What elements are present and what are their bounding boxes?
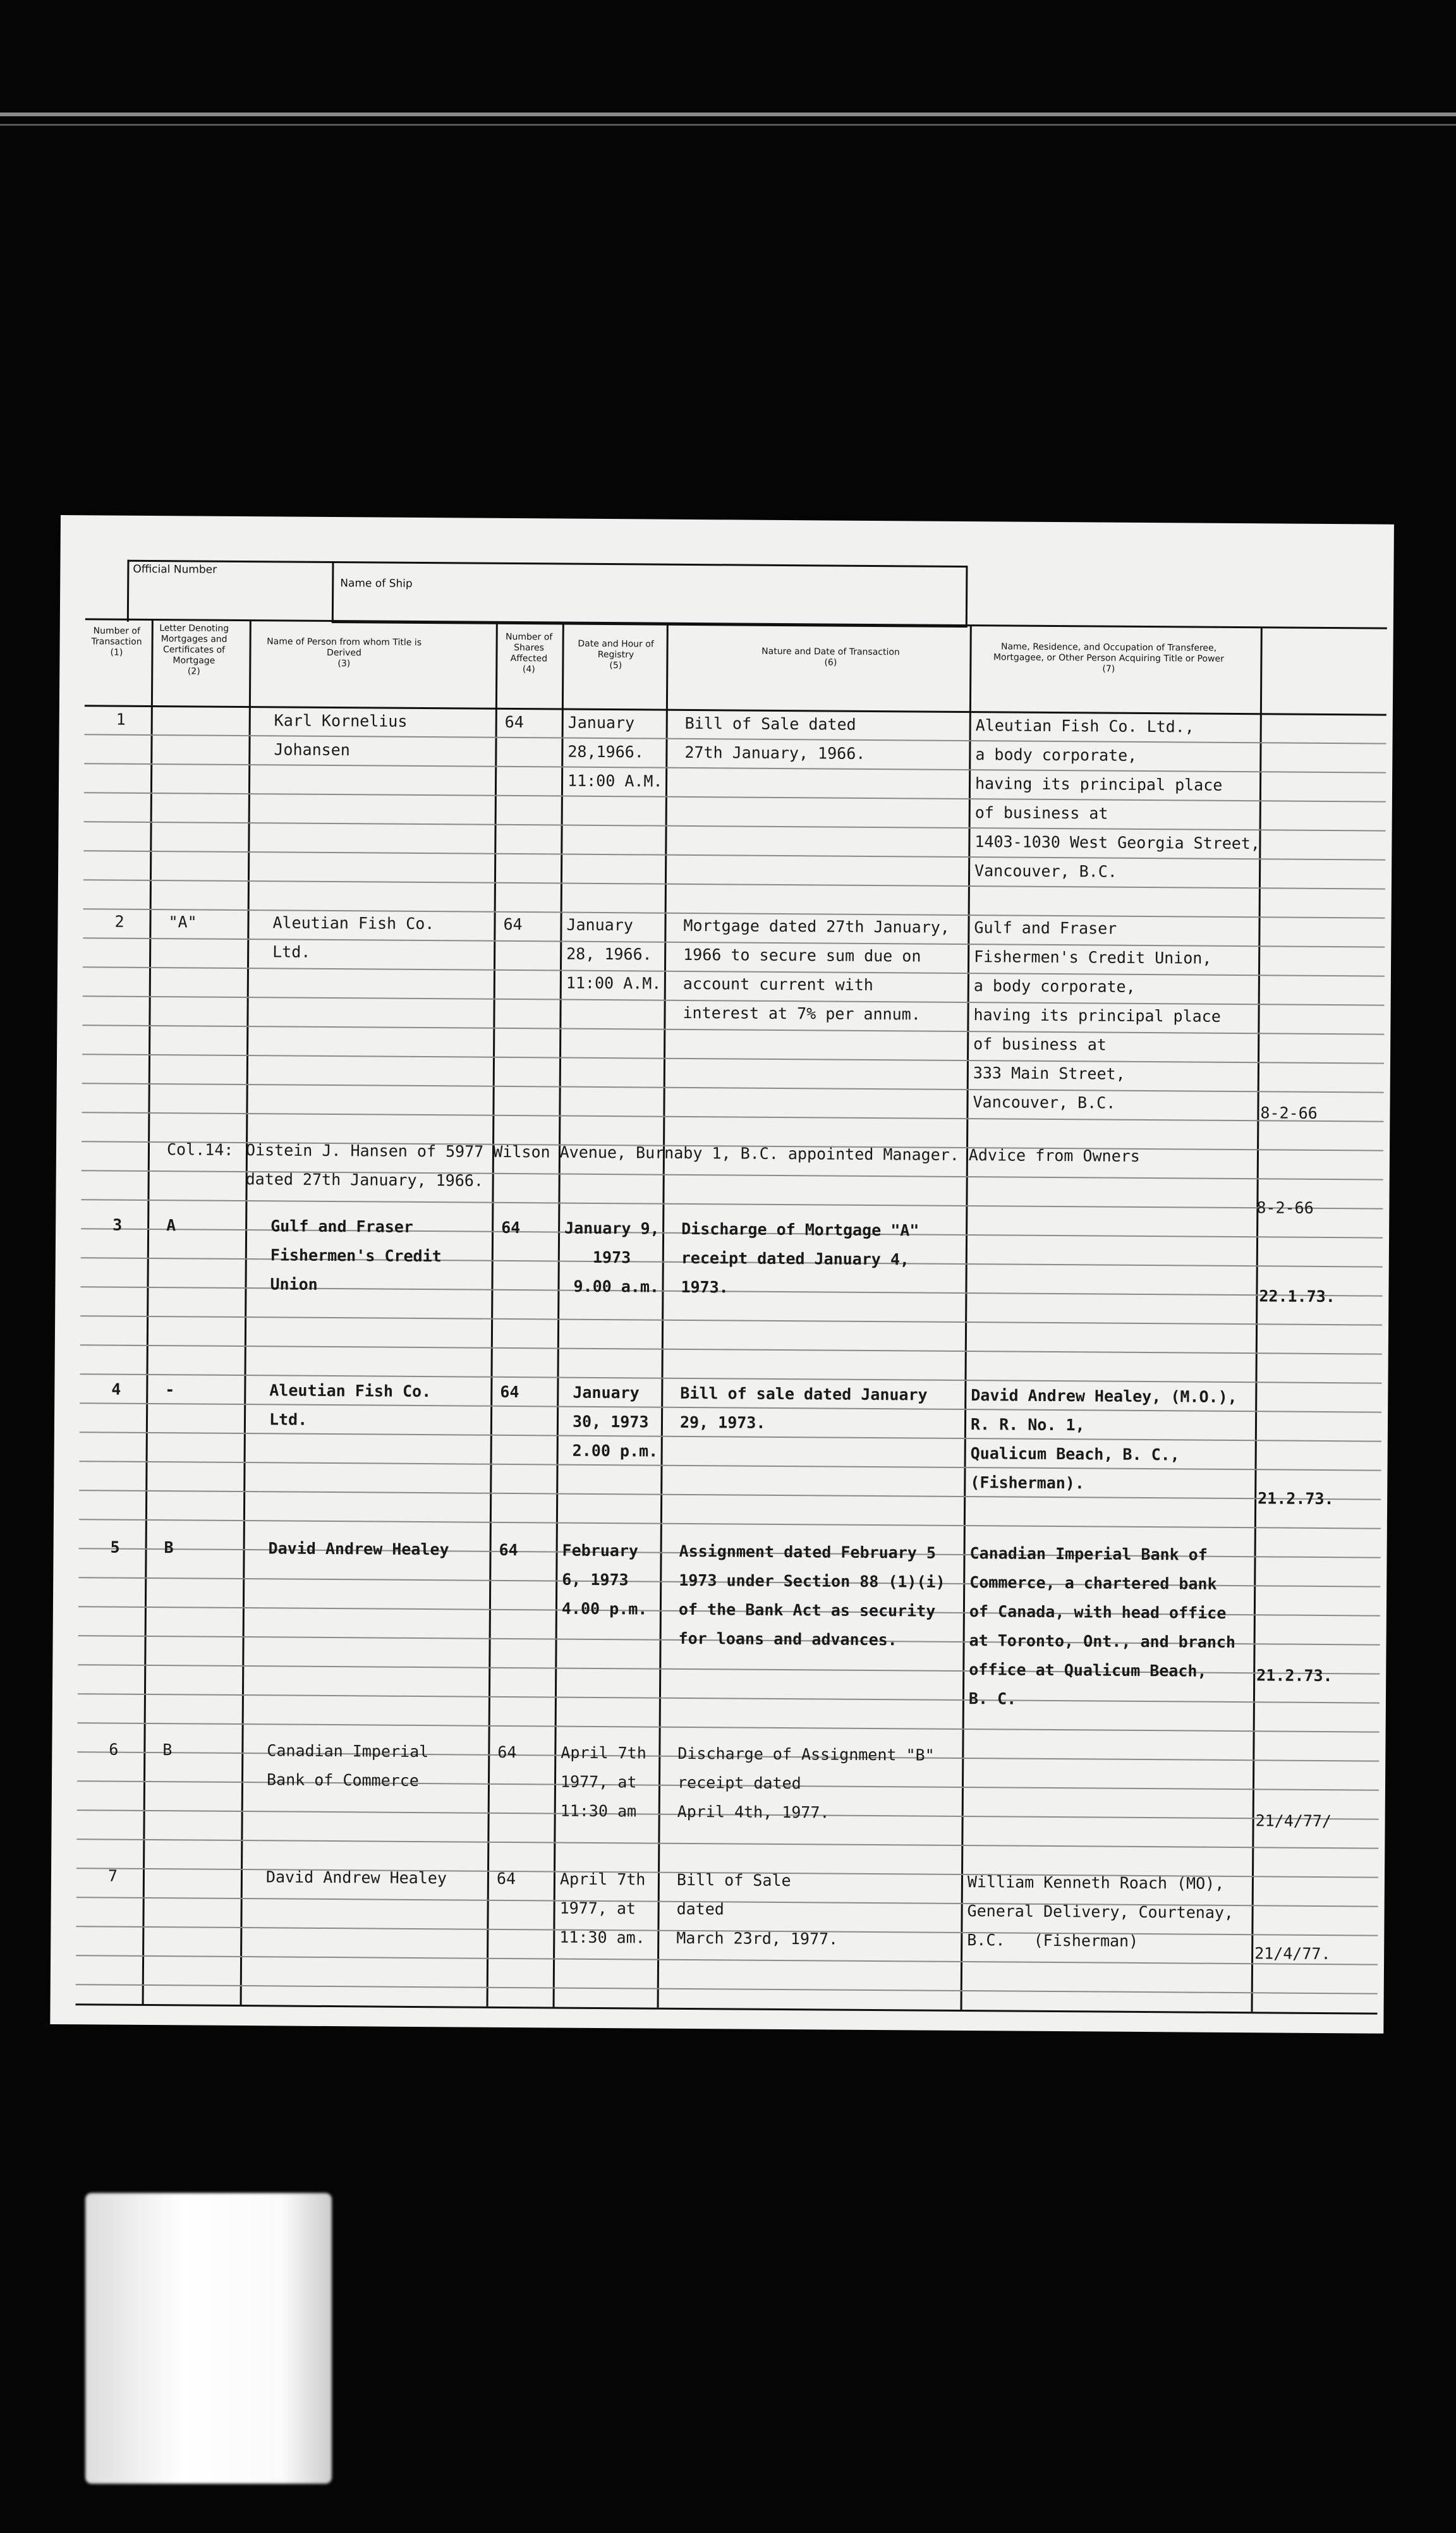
col-divider-6 <box>961 626 972 2010</box>
entry-number: 5 <box>110 1538 120 1557</box>
entry-margin-date: 21.2.73. <box>1258 1489 1334 1509</box>
footer-rule <box>76 2003 1378 2014</box>
entry-shares: 64 <box>499 1540 518 1560</box>
ruled-line <box>80 1315 1382 1325</box>
entry-from: Karl Kornelius Johansen <box>274 711 408 760</box>
ruled-line <box>80 1344 1382 1354</box>
ruled-line <box>78 1722 1380 1732</box>
col-heading-7: Name, Residence, and Occupation of Transferee, Mortgagee, or Other Person Acquiring Title or Power (7) <box>993 641 1224 674</box>
entry-from: David Andrew Healey <box>268 1539 449 1559</box>
entry-shares: 64 <box>504 712 524 732</box>
col-heading-6: Nature and Date of Transaction (6) <box>761 646 900 668</box>
entry-date: April 7th 1977, at 11:30 am <box>560 1743 646 1821</box>
entry-margin-date: 21.2.73. <box>1256 1666 1333 1686</box>
entry-nature: Discharge of Mortgage "A" receipt dated January 4, 1973. <box>681 1219 919 1297</box>
entry-shares: 64 <box>503 914 523 934</box>
blank-film-patch <box>85 2193 332 2484</box>
entry-letter: - <box>165 1380 175 1399</box>
film-edge <box>0 112 1456 116</box>
entry-from: David Andrew Healey <box>265 1868 447 1888</box>
entry-margin-date: 21/4/77/ <box>1255 1811 1332 1831</box>
ruled-line <box>76 1955 1378 1965</box>
entry-nature: Assignment dated February 5 1973 under Section 88 (1)(i) of the Bank Act as security for loans and advances. <box>678 1541 945 1649</box>
ruled-line <box>76 1984 1378 1994</box>
entry-transferee: Gulf and Fraser Fishermen's Credit Union, a body corporate, having its principal place of business at 333 Main Street, Vancouver, B.C. <box>973 918 1221 1112</box>
entry-shares: 64 <box>500 1382 519 1402</box>
entry-shares: 64 <box>501 1218 521 1237</box>
entry-transferee: Canadian Imperial Bank of Commerce, a chartered bank of Canada, with head office at Toronto, Ont., and branch office at Qualicum Beach, B. C. <box>968 1544 1236 1708</box>
ruled-line <box>81 1199 1383 1209</box>
ship-name-box <box>332 561 968 628</box>
entry-from: Canadian Imperial Bank of Commerce <box>266 1741 429 1790</box>
entry-from: Gulf and Fraser Fishermen's Credit Union <box>270 1217 442 1294</box>
entry-nature: Bill of Sale dated March 23rd, 1977. <box>676 1870 839 1948</box>
col-heading-1: Number of Transaction (1) <box>91 626 142 658</box>
ruled-line <box>76 1838 1378 1849</box>
entry-note: Oistein J. Hansen of 5977 Wilson Avenue, Burnaby 1, B.C. appointed Manager. Advice from Owners dated 27th January, 1966. <box>245 1141 1140 1190</box>
entry-nature: Mortgage dated 27th January, 1966 to secure sum due on account current with interest at 7% per annum. <box>682 916 950 1024</box>
col-heading-4: Number of Shares Affected (4) <box>506 631 553 675</box>
entry-letter: B <box>164 1538 174 1557</box>
official-number-label: Official Number <box>133 562 217 576</box>
entry-margin-date: 8-2-66 <box>1260 1103 1318 1122</box>
col-heading-2: Letter Denoting Mortgages and Certificates of Mortgage (2) <box>159 623 229 677</box>
entry-number: 4 <box>111 1380 121 1399</box>
col-divider-5 <box>657 624 669 2008</box>
entry-number: 1 <box>116 710 126 729</box>
col-divider-1 <box>142 620 154 2004</box>
entry-margin-date: 22.1.73. <box>1259 1287 1335 1306</box>
register-sheet <box>50 515 1394 2034</box>
entry-letter: B <box>162 1740 173 1759</box>
entry-nature: Discharge of Assignment "B" receipt dated April 4th, 1977. <box>677 1744 935 1822</box>
entry-nature: Bill of Sale dated 27th January, 1966. <box>684 714 866 763</box>
entry-transferee: David Andrew Healey, (M.O.), R. R. No. 1, Qualicum Beach, B. C., (Fisherman). <box>970 1386 1237 1493</box>
entry-letter: A <box>166 1216 176 1235</box>
entry-number: 6 <box>109 1740 119 1759</box>
film-edge-shadow <box>0 124 1456 126</box>
ruled-line <box>79 1519 1381 1529</box>
entry-shares: 64 <box>497 1742 517 1762</box>
entry-transferee: Aleutian Fish Co. Ltd., a body corporate, having its principal place of business at 1403-1030 West Georgia Street, Vancouver, B.C. <box>974 716 1261 881</box>
entry-margin-date: 21/4/77. <box>1254 1944 1331 1964</box>
entry-date: January 28, 1966. 11:00 A.M. <box>566 915 662 993</box>
entry-date: April 7th 1977, at 11:30 am. <box>559 1869 646 1947</box>
col-heading-3: Name of Person from whom Title is Derived (3) <box>267 636 422 669</box>
entry-number: 3 <box>112 1215 123 1234</box>
entry-from: Aleutian Fish Co. Ltd. <box>269 1381 432 1429</box>
entry-from: Aleutian Fish Co. Ltd. <box>272 913 435 961</box>
col-divider-2 <box>240 621 252 2005</box>
entry-shares: 64 <box>496 1869 516 1888</box>
col-heading-5: Date and Hour of Registry (5) <box>578 638 654 671</box>
col-divider-3 <box>487 623 498 2007</box>
col14-label: Col.14: <box>166 1140 234 1159</box>
entry-transferee: William Kenneth Roach (MO), General Delivery, Courtenay, B.C. (Fisherman) <box>967 1873 1234 1950</box>
entry-date: January 28,1966. 11:00 A.M. <box>567 713 663 791</box>
entry-letter: "A" <box>168 913 197 932</box>
entry-nature: Bill of sale dated January 29, 1973. <box>679 1383 928 1432</box>
entry-margin-date: 8-2-66 <box>1256 1198 1314 1217</box>
ship-name-label: Name of Ship <box>340 577 413 590</box>
entry-number: 2 <box>114 912 124 931</box>
entry-date: January 30, 1973 2.00 p.m. <box>562 1383 658 1461</box>
entry-date: January 9, 1973 9.00 a.m. <box>564 1218 660 1296</box>
entry-number: 7 <box>107 1866 118 1885</box>
entry-date: February 6, 1973 4.00 p.m. <box>561 1541 648 1619</box>
